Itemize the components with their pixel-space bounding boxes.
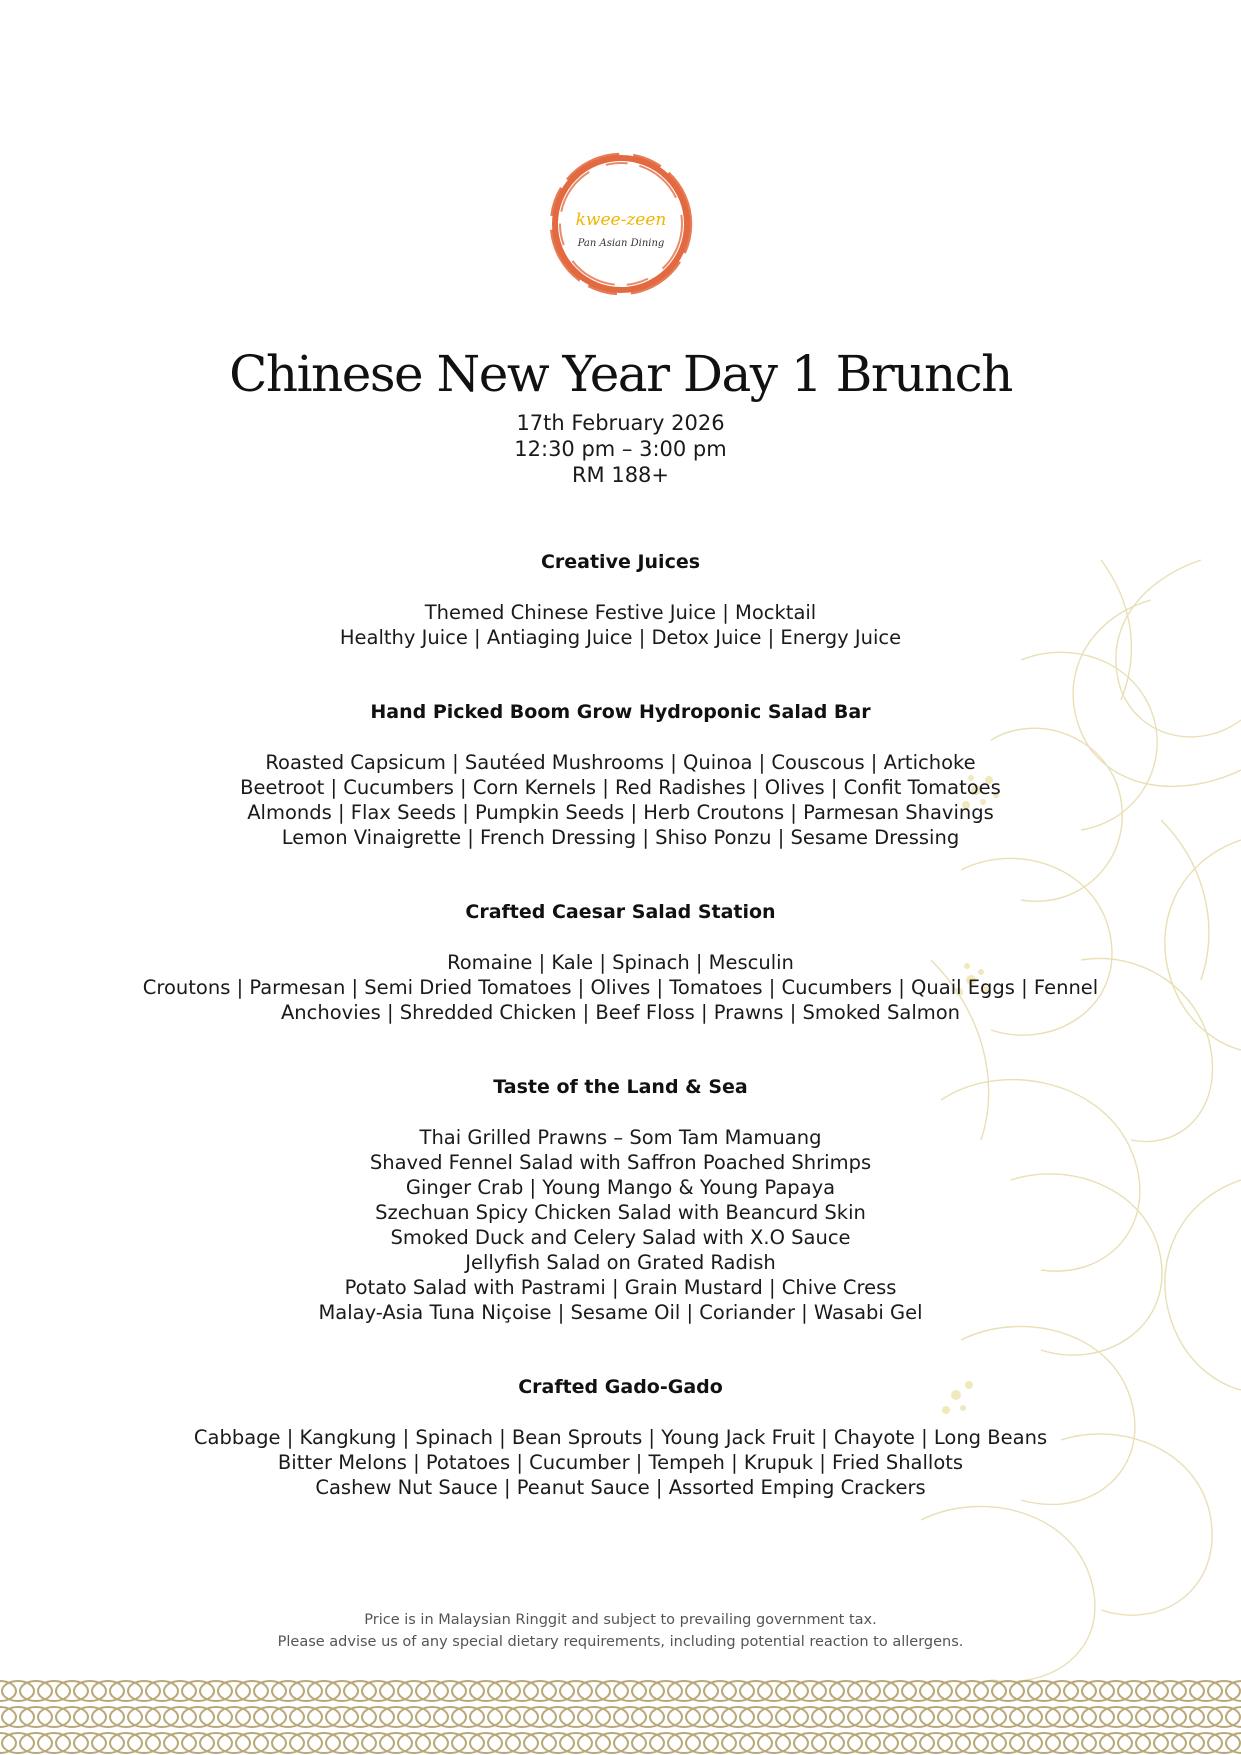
page-title: Chinese New Year Day 1 Brunch bbox=[229, 345, 1012, 403]
section-gado-gado bbox=[0, 1375, 1241, 1500]
section-caesar-salad bbox=[0, 900, 1241, 1025]
menu-line: Thai Grilled Prawns – Som Tam Mamuang bbox=[419, 1126, 822, 1149]
menu-line: Ginger Crab | Young Mango & Young Papaya bbox=[405, 1176, 836, 1199]
menu-line: Shaved Fennel Salad with Saffron Poached Shrimps bbox=[369, 1151, 872, 1174]
footer-dietary-note: Please advise us of any special dietary requirements, including potential reaction to allergens. bbox=[277, 1634, 964, 1650]
section-title: Creative Juices bbox=[540, 551, 701, 573]
menu-line: Anchovies | Shredded Chicken | Beef Floss | Prawns | Smoked Salmon bbox=[280, 1001, 961, 1024]
restaurant-logo bbox=[543, 146, 699, 302]
bottom-pattern-border bbox=[0, 1678, 1241, 1755]
menu-line: Bitter Melons | Potatoes | Cucumber | Tempeh | Krupuk | Fried Shallots bbox=[277, 1451, 964, 1474]
logo-wordmark: kwee-zeen bbox=[575, 210, 667, 230]
menu-line: Smoked Duck and Celery Salad with X.O Sauce bbox=[390, 1226, 851, 1249]
section-title: Taste of the Land & Sea bbox=[493, 1076, 748, 1098]
section-title: Hand Picked Boom Grow Hydroponic Salad Bar bbox=[370, 701, 871, 723]
event-time: 12:30 pm – 3:00 pm bbox=[514, 437, 727, 461]
section-salad-bar bbox=[0, 700, 1241, 850]
menu-line: Szechuan Spicy Chicken Salad with Beancurd Skin bbox=[375, 1201, 866, 1224]
menu-line: Romaine | Kale | Spinach | Mesculin bbox=[447, 951, 794, 974]
menu-line: Healthy Juice | Antiaging Juice | Detox Juice | Energy Juice bbox=[339, 626, 902, 649]
event-date: 17th February 2026 bbox=[516, 411, 725, 435]
menu-line: Lemon Vinaigrette | French Dressing | Shiso Ponzu | Sesame Dressing bbox=[281, 826, 960, 849]
section-title: Crafted Caesar Salad Station bbox=[465, 901, 776, 923]
event-price: RM 188+ bbox=[571, 463, 670, 487]
menu-line: Jellyfish Salad on Grated Radish bbox=[465, 1251, 776, 1274]
menu-line: Croutons | Parmesan | Semi Dried Tomatoes | Olives | Tomatoes | Cucumbers | Quail Eggs | Fennel bbox=[142, 976, 1099, 999]
footer-price-note: Price is in Malaysian Ringgit and subject to prevailing government tax. bbox=[364, 1612, 877, 1628]
section-title: Crafted Gado-Gado bbox=[518, 1376, 723, 1398]
menu-line: Almonds | Flax Seeds | Pumpkin Seeds | Herb Croutons | Parmesan Shavings bbox=[247, 801, 994, 824]
menu-line: Cashew Nut Sauce | Peanut Sauce | Assorted Emping Crackers bbox=[315, 1476, 926, 1499]
section-creative-juices bbox=[0, 550, 1241, 650]
menu-line: Malay-Asia Tuna Niçoise | Sesame Oil | Coriander | Wasabi Gel bbox=[318, 1301, 923, 1324]
logo-tagline: Pan Asian Dining bbox=[577, 238, 665, 249]
menu-line: Potato Salad with Pastrami | Grain Mustard | Chive Cress bbox=[344, 1276, 897, 1299]
menu-line: Roasted Capsicum | Sautéed Mushrooms | Quinoa | Couscous | Artichoke bbox=[265, 751, 976, 774]
menu-line: Beetroot | Cucumbers | Corn Kernels | Red Radishes | Olives | Confit Tomatoes bbox=[240, 776, 1001, 799]
section-land-and-sea bbox=[0, 1075, 1241, 1325]
menu-line: Cabbage | Kangkung | Spinach | Bean Sprouts | Young Jack Fruit | Chayote | Long Beans bbox=[193, 1426, 1048, 1449]
menu-line: Themed Chinese Festive Juice | Mocktail bbox=[424, 601, 817, 624]
